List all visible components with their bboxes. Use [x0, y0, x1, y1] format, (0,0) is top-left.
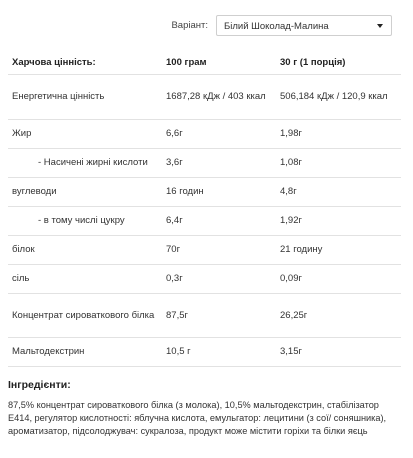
nutrient-name: білок [8, 236, 162, 265]
table-row [8, 338, 401, 367]
nutrition-table [8, 50, 401, 367]
nutrient-name: Жир [8, 120, 162, 149]
value-per-100g: 16 годин [162, 178, 276, 207]
nutrient-name: - в тому числі цукру [8, 207, 162, 236]
ingredients-title: Інгредієнти: [8, 379, 71, 391]
value-per-serving: 506,184 кДж / 120,9 ккал [276, 75, 401, 120]
table-row [8, 265, 401, 294]
table-row [8, 75, 401, 120]
value-per-100g: 0,3г [162, 265, 276, 294]
value-per-100g: 87,5г [162, 294, 276, 338]
value-per-100g: 70г [162, 236, 276, 265]
value-per-100g: 10,5 г [162, 338, 276, 367]
variant-select[interactable] [216, 15, 392, 36]
table-header-row [8, 50, 401, 75]
value-per-serving: 26,25г [276, 294, 401, 338]
value-per-serving: 1,98г [276, 120, 401, 149]
header-per-100g: 100 грам [162, 50, 276, 75]
table-row [8, 294, 401, 338]
header-per-serving: 30 г (1 порція) [276, 50, 401, 75]
chevron-down-icon [377, 24, 383, 28]
table-row [8, 178, 401, 207]
value-per-serving: 1,08г [276, 149, 401, 178]
nutrient-name: - Насичені жирні кислоти [8, 149, 162, 178]
variant-label: Варіант: [171, 20, 208, 31]
value-per-100g: 1687,28 кДж / 403 ккал [162, 75, 276, 120]
table-row [8, 149, 401, 178]
variant-selected-value: Білий Шоколад-Малина [224, 21, 329, 32]
nutrient-name: Концентрат сироваткового білка [8, 294, 162, 338]
table-row [8, 236, 401, 265]
value-per-serving: 3,15г [276, 338, 401, 367]
value-per-serving: 21 годину [276, 236, 401, 265]
value-per-serving: 4,8г [276, 178, 401, 207]
value-per-serving: 0,09г [276, 265, 401, 294]
value-per-100g: 6,6г [162, 120, 276, 149]
value-per-serving: 1,92г [276, 207, 401, 236]
nutrient-name: Енергетична цінність [8, 75, 162, 120]
ingredients-text: 87,5% концентрат сироваткового білка (з молока), 10,5% мальтодекстрин, стабілізатор Е414, регулятор кислотності: яблучна кислота, емульгатор: лецитини (з сої/ соняшника), ароматизатор, підсолоджувач: сукралоза, продукт може містити горіхи та білки яєць [8, 400, 387, 436]
nutrient-name: вуглеводи [8, 178, 162, 207]
nutrient-name: Мальтодекстрин [8, 338, 162, 367]
table-row [8, 120, 401, 149]
value-per-100g: 6,4г [162, 207, 276, 236]
nutrient-name: сіль [8, 265, 162, 294]
header-nutrition: Харчова цінність: [8, 50, 162, 75]
variant-row [0, 15, 413, 37]
table-row [8, 207, 401, 236]
value-per-100g: 3,6г [162, 149, 276, 178]
